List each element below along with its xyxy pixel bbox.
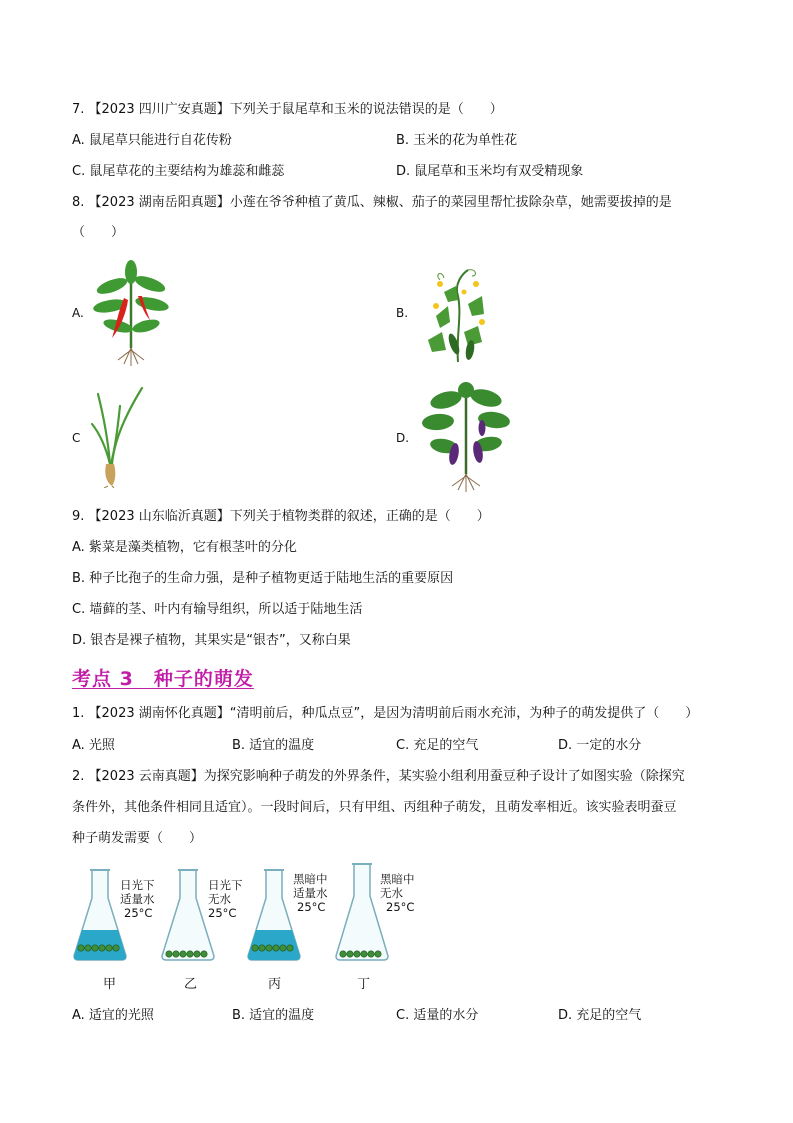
- s2-option-a: A. 适宜的光照: [72, 1008, 154, 1023]
- q8-label-a: A.: [72, 306, 84, 320]
- flask-yi-line-2: 无水: [208, 892, 231, 906]
- s2-option-d: D. 充足的空气: [558, 1008, 642, 1023]
- cucumber-plant-icon: [418, 266, 500, 364]
- flask-ding-line-1: 黑暗中: [380, 872, 415, 886]
- flask-bing-line-2: 适量水: [293, 886, 328, 900]
- q7-stem: 7. 【2023 四川广安真题】下列关于鼠尾草和玉米的说法错误的是（ ）: [72, 102, 503, 117]
- q9-option-d: D. 银杏是裸子植物，其果实是“银杏”，又称白果: [72, 633, 351, 648]
- eggplant-plant-icon: [420, 382, 512, 494]
- s1-option-a: A. 光照: [72, 738, 115, 753]
- q7-option-a: A. 鼠尾草只能进行自花传粉: [72, 133, 232, 148]
- flask-jia-line-1: 日光下: [120, 878, 155, 892]
- q8-label-d: D.: [396, 431, 410, 445]
- s2-stem-line-1: 2. 【2023 云南真题】为探究影响种子萌发的外界条件，某实验小组利用蚕豆种子设计了如图实验（除探究: [72, 769, 685, 784]
- s1-option-b: B. 适宜的温度: [232, 738, 315, 753]
- flask-bing-label: [293, 872, 328, 914]
- flask-yi-line-1: 日光下: [208, 878, 243, 892]
- flask-ding-line-3: 25°C: [386, 900, 415, 914]
- flask-yi-name: 乙: [184, 977, 198, 992]
- q8-stem: 8. 【2023 湖南岳阳真题】小莲在爷爷种植了黄瓜、辣椒、茄子的菜园里帮忙拔除杂草，她需要拔掉的是: [72, 195, 672, 210]
- s1-stem: 1. 【2023 湖南怀化真题】“清明前后，种瓜点豆”，是因为清明前后雨水充沛，为种子的萌发提供了（ ）: [72, 706, 699, 721]
- section-heading: 考点 3 种子的萌发: [72, 668, 254, 690]
- flask-bing-name: 丙: [268, 977, 282, 992]
- q7-option-d: D. 鼠尾草和玉米均有双受精现象: [396, 164, 584, 179]
- q9-option-b: B. 种子比孢子的生命力强，是种子植物更适于陆地生活的重要原因: [72, 571, 454, 586]
- flask-ding-label: [380, 872, 415, 914]
- q9-option-c: C. 墙藓的茎、叶内有输导组织，所以适于陆地生活: [72, 602, 363, 617]
- s2-option-b: B. 适宜的温度: [232, 1008, 315, 1023]
- q7-option-c: C. 鼠尾草花的主要结构为雄蕊和雌蕊: [72, 164, 285, 179]
- flask-jia-name: 甲: [103, 977, 117, 992]
- flask-ding-name: 丁: [357, 977, 371, 992]
- flask-jia-line-3: 25°C: [124, 906, 153, 920]
- q8-stem-paren: （ ）: [72, 225, 125, 240]
- flask-yi-line-3: 25°C: [208, 906, 237, 920]
- s2-stem-line-3: 种子萌发需要（ ）: [72, 831, 203, 846]
- s1-option-d: D. 一定的水分: [558, 738, 642, 753]
- s2-stem-line-2: 条件外，其他条件相同且适宜）。一段时间后，只有甲组、丙组种子萌发，且萌发率相近。该实验表明蚕豆: [72, 800, 677, 815]
- flask-bing-line-1: 黑暗中: [293, 872, 328, 886]
- flask-jia-line-2: 适量水: [120, 892, 155, 906]
- s2-option-c: C. 适量的水分: [396, 1008, 479, 1023]
- flask-yi-label: [208, 878, 243, 920]
- flask-ding-line-2: 无水: [380, 886, 403, 900]
- pepper-plant-icon: [88, 260, 174, 368]
- flask-bing-line-3: 25°C: [297, 900, 326, 914]
- grass-weed-icon: [86, 384, 150, 488]
- s1-option-c: C. 充足的空气: [396, 738, 479, 753]
- q9-option-a: A. 紫菜是藻类植物，它有根茎叶的分化: [72, 540, 297, 555]
- q7-option-b: B. 玉米的花为单性花: [396, 133, 518, 148]
- q9-stem: 9. 【2023 山东临沂真题】下列关于植物类群的叙述，正确的是（ ）: [72, 509, 490, 524]
- q8-label-c: C: [72, 431, 81, 445]
- flask-jia-label: [120, 878, 155, 920]
- q8-label-b: B.: [396, 306, 409, 320]
